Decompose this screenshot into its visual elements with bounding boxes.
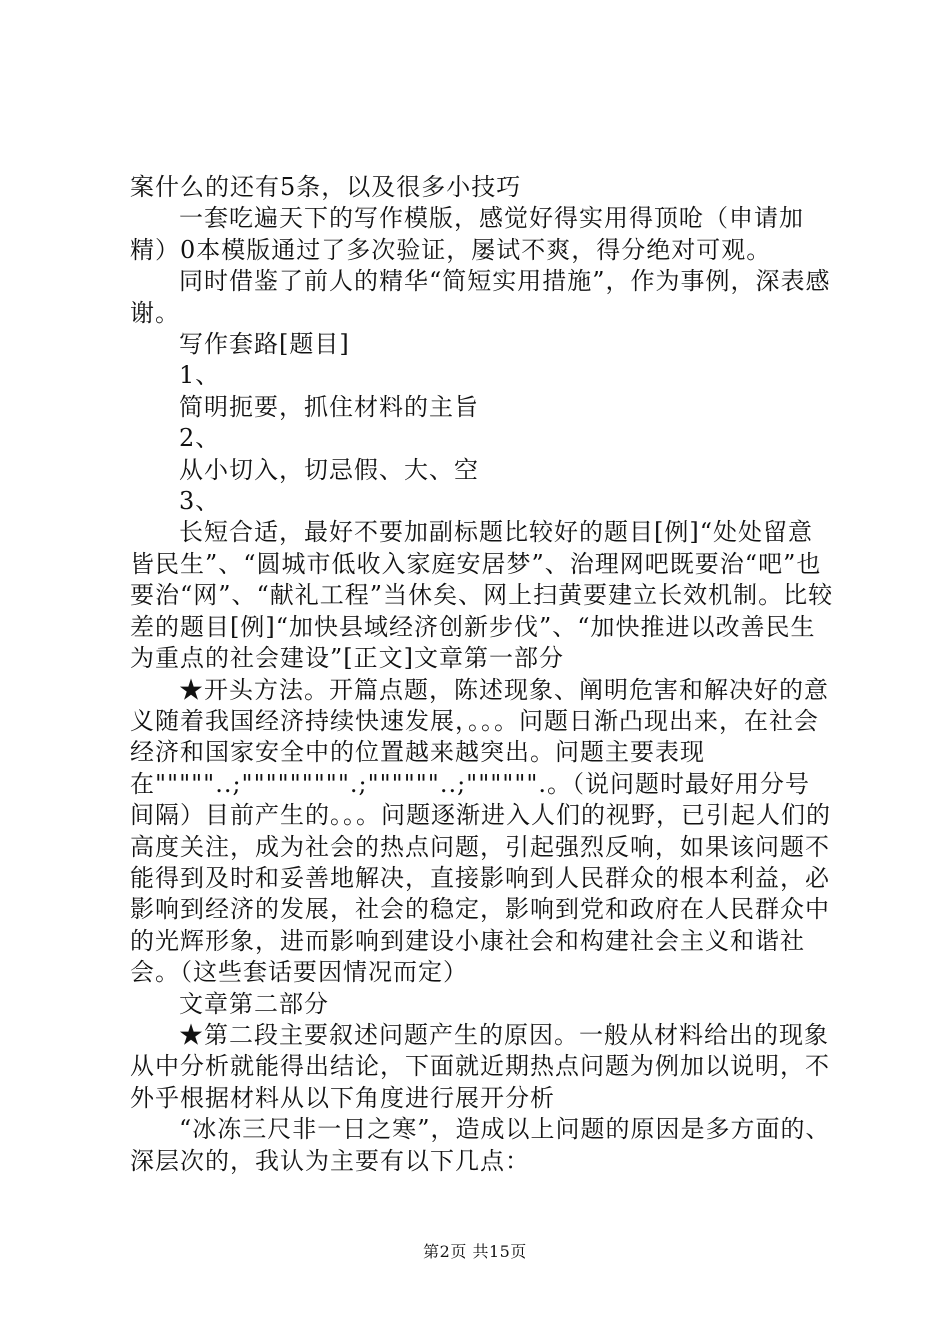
list-number-3: 3、 [179,487,221,516]
list-item-2: 从小切入，切忌假、大、空 [179,455,479,484]
paragraph-opening-method: ★开头方法。开篇点题，陈述现象、阐明危害和解决好的意义随着我国经济持续快速发展，。。。问题日渐凸现出来，在社会经济和国家安全中的位置越来越突出。问题主要表现在"""""..;""""""""".;""""""..;"""""".。（说问题时最好用分号间隔）目前产生的。。。问题逐渐进入人们的视野，已引起人们的高度关注，成为社会的热点问题，引起强烈反响，如果该问题不能得到及时和妥善地解决，直接影响到人民群众的根本利益，必影响到经济的发展，社会的稳定，影响到党和政府在人民群众中的光辉形象，进而影响到建设小康社会和构建社会主义和谐社会。（这些套话要因情况而定） [130,675,831,987]
list-number-1: 1、 [179,361,221,390]
paragraph-template-intro: 一套吃遍天下的写作模版，感觉好得实用得顶呛（申请加精）0本模版通过了多次验证，屡试不爽，得分绝对可观。 [130,204,804,264]
list-item-1: 简明扼要，抓住材料的主旨 [179,392,479,421]
paragraph-continuation: 案什么的还有5条，以及很多小技巧 [130,173,522,201]
section-heading-part-two: 文章第二部分 [179,989,329,1018]
section-heading-title-routine: 写作套路[题目] [179,330,350,359]
document-body [130,172,835,1177]
paragraph-causes: “冰冻三尺非一日之寒”，造成以上问题的原因是多方面的、深层次的，我认为主要有以下几点： [130,1115,831,1175]
list-number-2: 2、 [179,424,221,453]
page-number-footer: 第2页 共15页 [423,1242,527,1261]
paragraph-second-section: ★第二段主要叙述问题产生的原因。一般从材料给出的现象从中分析就能得出结论，下面就近期热点问题为例加以说明，不外乎根据材料从以下角度进行展开分析 [130,1020,830,1112]
paragraph-acknowledgement: 同时借鉴了前人的精华“简短实用措施”，作为事例，深表感谢。 [130,267,831,327]
list-item-3: 长短合适，最好不要加副标题比较好的题目[例]“处处留意皆民生”、“圆城市低收入家庭安居梦”、治理网吧既要治“吧”也要治“网”、“献礼工程”当休矣、网上扫黄要建立长效机制。比较差的题目[例]“加快县域经济创新步伐”、“加快推进以改善民生为重点的社会建设”[正文]文章第一部分 [130,518,834,673]
